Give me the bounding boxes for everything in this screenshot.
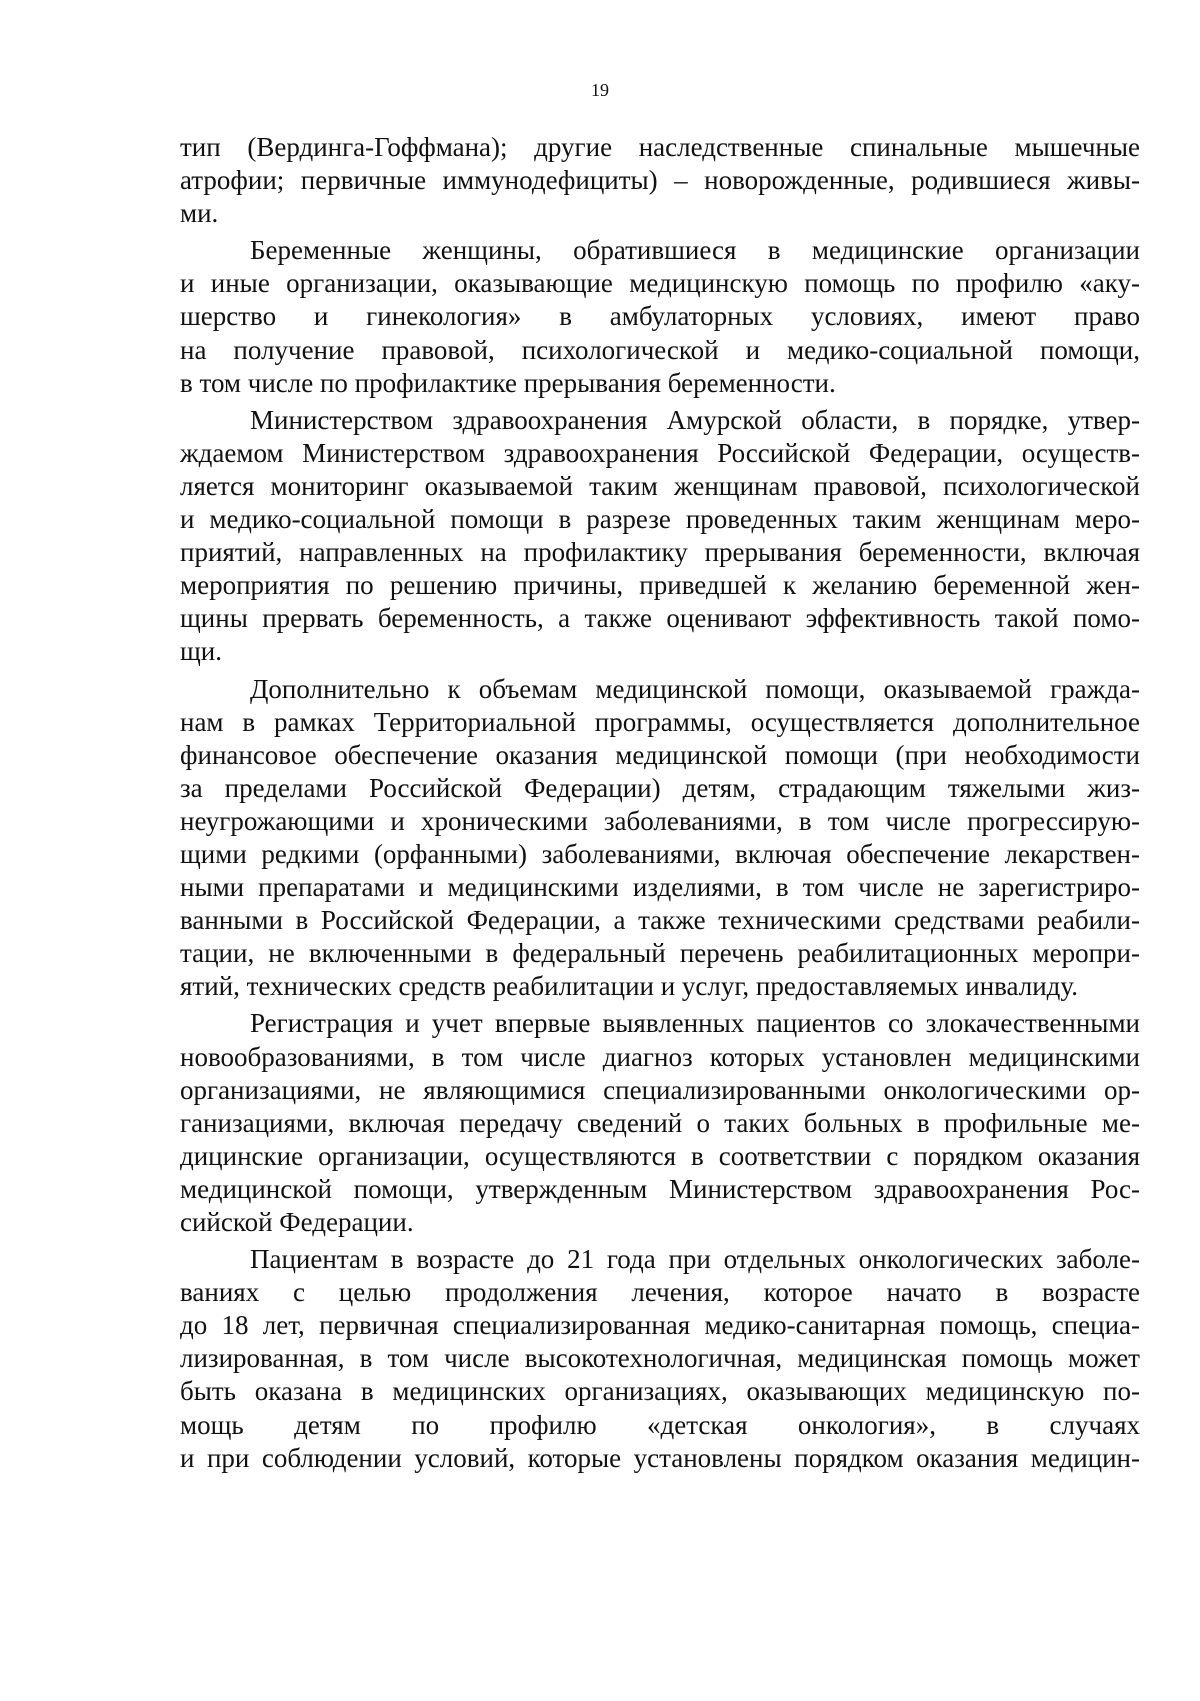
text-line: атрофии; первичные иммунодефициты) – новорожденные, родившиеся живы- xyxy=(180,165,1140,196)
text-line: ми. xyxy=(180,198,219,229)
text-line: Беременные женщины, обратившиеся в медицинские организации xyxy=(250,235,1140,266)
text-line: быть оказана в медицинских организациях, оказывающих медицинскую по- xyxy=(180,1376,1140,1407)
text-line: ятий, технических средств реабилитации и услуг, предоставляемых инвалиду. xyxy=(180,971,1078,1002)
text-line: шерство и гинекология» в амбулаторных условиях, имеют право xyxy=(180,301,1140,332)
text-line: ганизациями, включая передачу сведений о таких больных в профильные ме- xyxy=(180,1107,1140,1138)
paragraph xyxy=(180,1243,1140,1475)
text-line: организациями, не являющимися специализированными онкологическими ор- xyxy=(180,1074,1140,1105)
text-line: ваниях с целью продолжения лечения, которое начато в возрасте xyxy=(180,1277,1140,1308)
text-line: на получение правовой, психологической и медико-социальной помощи, xyxy=(180,334,1140,365)
text-line: Пациентам в возрасте до 21 года при отдельных онкологических заболе- xyxy=(250,1244,1140,1275)
text-line: тации, не включенными в федеральный перечень реабилитационных меропри- xyxy=(180,938,1140,969)
text-line: Дополнительно к объемам медицинской помощи, оказываемой гражда- xyxy=(250,673,1140,704)
text-line: щи. xyxy=(180,636,222,667)
text-line: Регистрация и учет впервые выявленных пациентов со злокачественными xyxy=(250,1008,1140,1039)
paragraph xyxy=(180,131,1140,230)
text-line: неугрожающими и хроническими заболеваниями, в том числе прогрессирую- xyxy=(180,805,1140,836)
text-line: щины прервать беременность, а также оценивают эффективность такой помо- xyxy=(180,603,1140,634)
text-line: щими редкими (орфанными) заболеваниями, включая обеспечение лекарствен- xyxy=(180,838,1140,869)
page-number: 19 xyxy=(591,80,609,100)
text-line: до 18 лет, первичная специализированная медико-санитарная помощь, специа- xyxy=(180,1310,1140,1341)
document-body xyxy=(180,131,1140,1475)
text-line: новообразованиями, в том числе диагноз которых установлен медицинскими xyxy=(180,1041,1140,1072)
paragraph xyxy=(180,234,1140,399)
text-line: и иные организации, оказывающие медицинскую помощь по профилю «аку- xyxy=(180,268,1140,299)
paragraph xyxy=(180,404,1140,669)
text-line: финансовое обеспечение оказания медицинской помощи (при необходимости xyxy=(180,739,1140,770)
text-line: ляется мониторинг оказываемой таким женщинам правовой, психологической xyxy=(180,470,1140,501)
text-line: и при соблюдении условий, которые установлены порядком оказания медицин- xyxy=(180,1442,1140,1473)
text-line: медицинской помощи, утвержденным Министерством здравоохранения Рос- xyxy=(180,1173,1140,1204)
paragraph xyxy=(180,1007,1140,1239)
text-line: мероприятия по решению причины, приведшей к желанию беременной жен- xyxy=(180,570,1140,601)
text-line: и медико-социальной помощи в разрезе проведенных таким женщинам меро- xyxy=(180,504,1140,535)
text-line: ными препаратами и медицинскими изделиями, в том числе не зарегистриро- xyxy=(180,872,1140,903)
text-line: мощь детям по профилю «детская онкология», в случаях xyxy=(180,1409,1140,1440)
text-line: дицинские организации, осуществляются в соответствии с порядком оказания xyxy=(180,1140,1140,1171)
text-line: сийской Федерации. xyxy=(180,1207,414,1237)
text-line: лизированная, в том числе высокотехнологичная, медицинская помощь может xyxy=(180,1343,1140,1374)
text-line: ждаемом Министерством здравоохранения Российской Федерации, осуществ- xyxy=(180,437,1140,468)
text-line: Министерством здравоохранения Амурской области, в порядке, утвер- xyxy=(250,404,1140,435)
text-line: ванными в Российской Федерации, а также техническими средствами реабили- xyxy=(180,905,1140,936)
text-line: приятий, направленных на профилактику прерывания беременности, включая xyxy=(180,537,1140,568)
text-line: тип (Вердинга-Гоффмана); другие наследственные спинальные мышечные xyxy=(180,132,1140,162)
paragraph xyxy=(180,673,1140,1004)
text-line: в том числе по профилактике прерывания беременности. xyxy=(180,367,836,398)
text-line: за пределами Российской Федерации) детям, страдающим тяжелыми жиз- xyxy=(180,772,1140,803)
text-line: нам в рамках Территориальной программы, осуществляется дополнительное xyxy=(180,706,1140,737)
